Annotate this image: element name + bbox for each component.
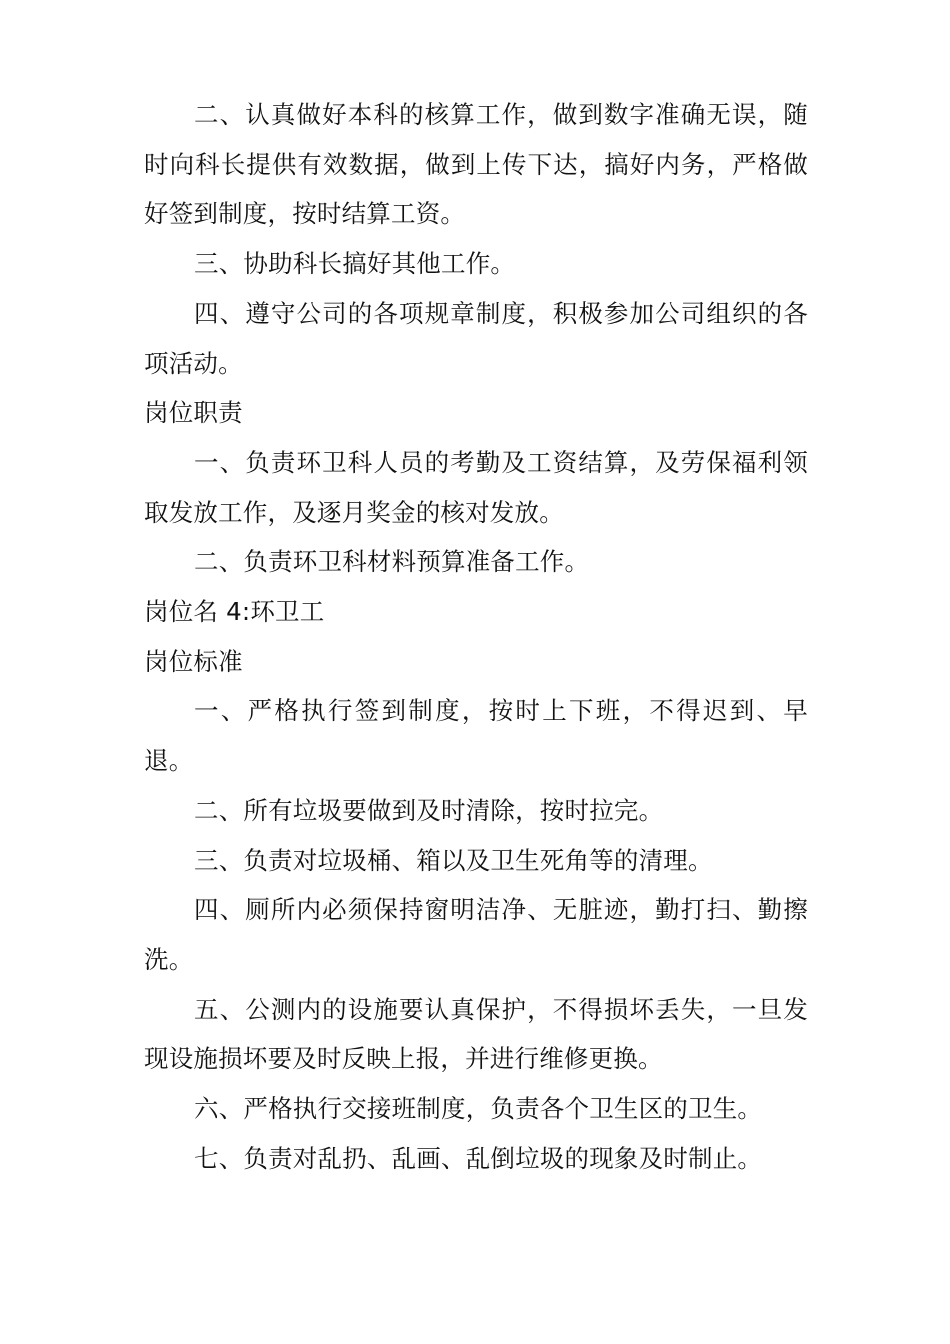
section-heading-standards: 岗位标准: [144, 646, 243, 676]
duty-item-2: 二、负责环卫科材料预算准备工作。: [194, 547, 590, 577]
standard-item-4: 四、厕所内必须保持窗明洁净、无脏迹，勤打扫、勤擦洗。: [144, 895, 808, 974]
duty-item-1: 一、负责环卫科人员的考勤及工资结算，及劳保福利领取发放工作，及逐月奖金的核对发放。: [144, 447, 808, 527]
standard-item-3: 三、负责对垃圾桶、箱以及卫生死角等的清理。: [194, 845, 713, 875]
standard-item-7: 七、负责对乱扔、乱画、乱倒垃圾的现象及时制止。: [194, 1143, 763, 1173]
standard-item-1: 一、严格执行签到制度，按时上下班，不得迟到、早退。: [144, 696, 808, 776]
document-body: [144, 90, 808, 1183]
section-heading-duties: 岗位职责: [144, 398, 243, 428]
paragraph-item-2: 二、认真做好本科的核算工作，做到数字准确无误，随时向科长提供有效数据，做到上传下达，搞好内务，严格做好签到制度，按时结算工资。: [144, 100, 808, 229]
position-title: 岗位名 4:环卫工: [144, 597, 325, 627]
paragraph-item-4: 四、遵守公司的各项规章制度，积极参加公司组织的各项活动。: [144, 298, 808, 378]
paragraph-item-3: 三、协助科长搞好其他工作。: [194, 249, 516, 279]
standard-item-2: 二、所有垃圾要做到及时清除，按时拉完。: [194, 795, 664, 825]
standard-item-6: 六、严格执行交接班制度，负责各个卫生区的卫生。: [194, 1094, 763, 1124]
standard-item-5: 五、公测内的设施要认真保护，不得损坏丢失，一旦发现设施损坏要及时反映上报，并进行维修更换。: [144, 994, 808, 1074]
